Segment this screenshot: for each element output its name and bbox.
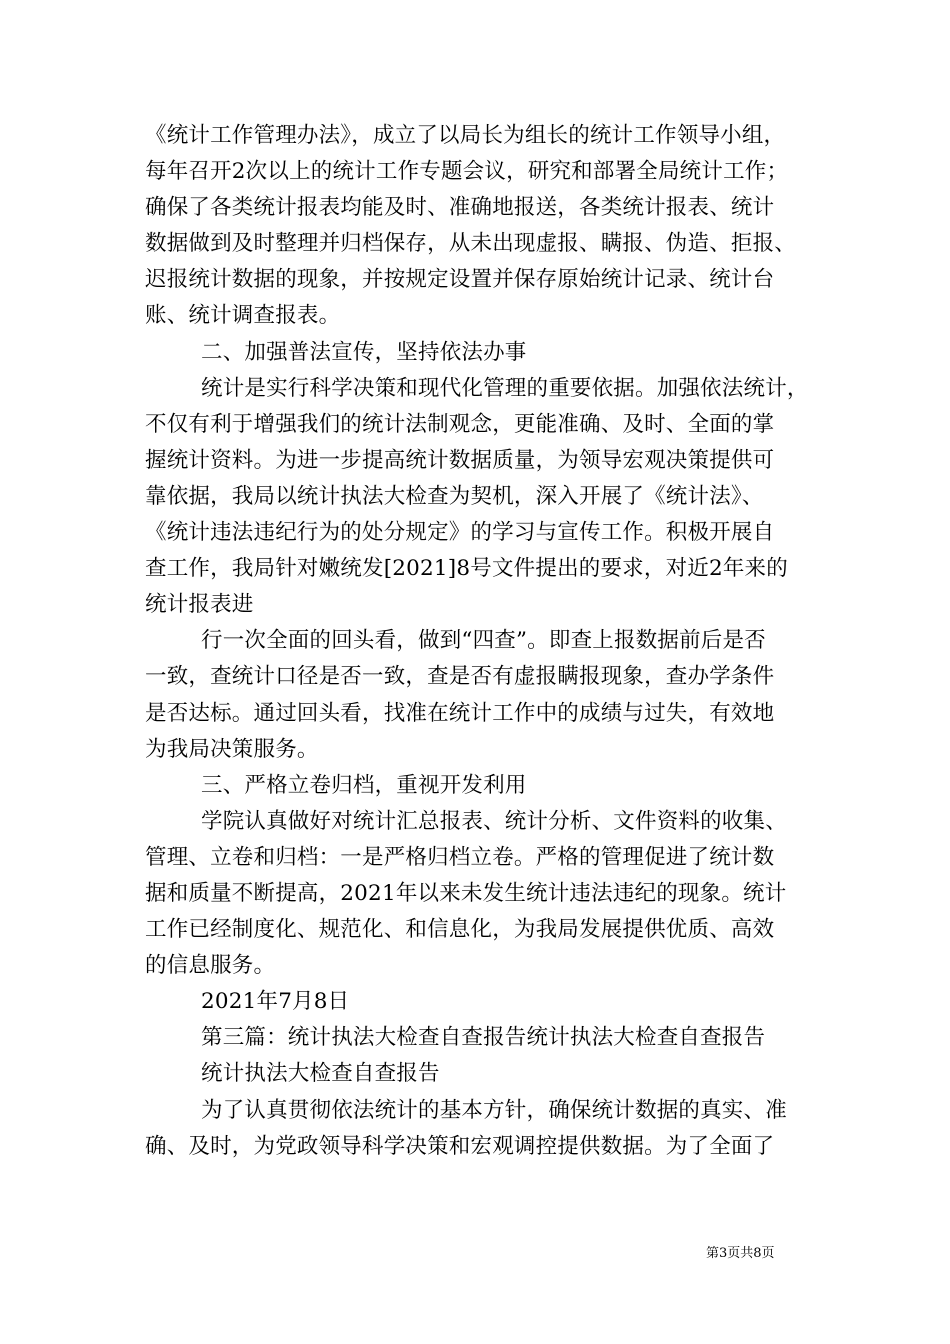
text-line: 一致，查统计口径是否一致，查是否有虚报瞒报现象，查办学条件 [145,664,775,690]
text-line: 学院认真做好对统计汇总报表、统计分析、文件资料的收集、 [201,808,787,834]
text-line: 统计执法大检查自查报告 [201,1061,440,1087]
text-line: 为我局决策服务。 [145,736,319,762]
page-number: 第3页共8页 [706,1246,775,1261]
text-line: 为了认真贯彻依法统计的基本方针，确保统计数据的真实、准 [201,1097,787,1123]
text-line: 确、及时，为党政领导科学决策和宏观调控提供数据。为了全面了 [145,1133,775,1159]
text-line: 的信息服务。 [145,953,276,979]
text-line: 靠依据，我局以统计执法大检查为契机，深入开展了《统计法》、 [145,483,764,509]
document-body [145,118,813,1165]
text-line: 第三篇：统计执法大检查自查报告统计执法大检查自查报告 [201,1025,766,1051]
text-line: 《统计工作管理办法》，成立了以局长为组长的统计工作领导小组， [145,123,786,148]
text-line: 每年召开2次以上的统计工作专题会议，研究和部署全局统计工作； [145,159,789,185]
text-line: 确保了各类统计报表均能及时、准确地报送，各类统计报表、统计 [145,195,775,221]
text-line: 统计报表进 [145,592,254,618]
text-line: 统计是实行科学决策和现代化管理的重要依据。加强依法统计， [201,375,809,401]
text-line: 三、严格立卷归档，重视开发利用 [201,772,527,798]
text-line: 工作已经制度化、规范化、和信息化，为我局发展提供优质、高效 [145,917,775,943]
text-line: 行一次全面的回头看，做到“四查”。即查上报数据前后是否 [201,628,766,654]
text-line: 管理、立卷和归档：一是严格归档立卷。严格的管理促进了统计数 [145,844,775,870]
text-line: 迟报统计数据的现象，并按规定设置并保存原始统计记录、统计台 [145,267,775,293]
text-line: 查工作，我局针对嫩统发[2021]8号文件提出的要求，对近2年来的 [145,556,788,582]
text-line: 据和质量不断提高，2021年以来未发生统计违法违纪的现象。统计 [145,880,787,906]
text-line: 是否达标。通过回头看，找准在统计工作中的成绩与过失，有效地 [145,700,775,726]
text-line: 二、加强普法宣传，坚持依法办事 [201,339,527,365]
text-line: 不仅有利于增强我们的统计法制观念，更能准确、及时、全面的掌 [145,411,775,437]
text-line: 《统计违法违纪行为的处分规定》的学习与宣传工作。积极开展自 [145,520,775,546]
text-line: 数据做到及时整理并归档保存，从未出现虚报、瞒报、伪造、拒报、 [145,231,797,257]
text-line: 握统计资料。为进一步提高统计数据质量，为领导宏观决策提供可 [145,447,775,473]
text-line: 2021年7月8日 [201,989,350,1015]
text-line: 账、统计调查报表。 [145,303,341,329]
